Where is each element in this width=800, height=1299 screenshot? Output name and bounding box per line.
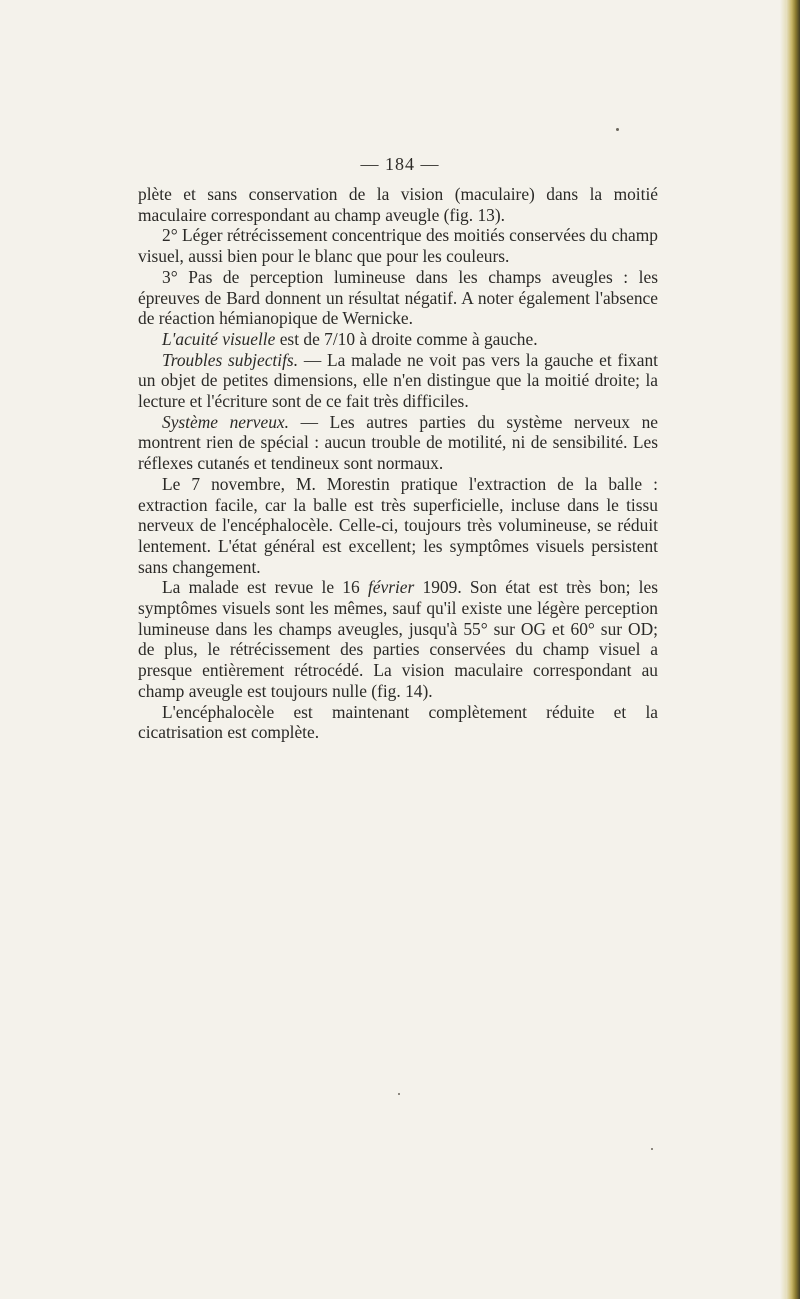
page-edge-shadow	[786, 0, 800, 1299]
paper-speck	[616, 128, 619, 131]
paragraph-8-lead: février	[367, 577, 415, 598]
paragraph-9	[138, 702, 658, 743]
paragraph-4	[138, 329, 658, 350]
paragraph-3	[138, 267, 658, 329]
paragraph-6-text: — Les autres parties du système nerveux ne montrent rien de spécial : aucun trouble de motilité, ni de sensibilité. Les réflexes cutanés et tendineux sont normaux.	[138, 411, 658, 474]
paragraph-4-text: est de 7/10 à droite comme à gauche.	[275, 328, 538, 349]
paragraph-6	[138, 412, 658, 474]
paragraph-5-text: — La malade ne voit pas vers la gauche et fixant un objet de petites dimensions, elle n'en distingue que la moitié droite; la lecture et l'écriture sont de ce fait très difficiles.	[138, 349, 658, 412]
paragraph-6-lead: Système nerveux.	[162, 411, 289, 432]
paragraph-1	[138, 184, 658, 225]
paragraph-8	[138, 577, 658, 701]
paragraph-7	[138, 474, 658, 578]
paragraph-9-text: L'encéphalocèle est maintenant complètement réduite et la cicatrisation est complète.	[138, 701, 658, 743]
paragraph-7-text: Le 7 novembre, M. Morestin pratique l'extraction de la balle : extraction facile, car la balle est très superficielle, incluse dans le tissu nerveux de l'encéphalocèle. Celle-ci, toujours très volumineuse, se réduit lentement. L'état général est excellent; les symptômes visuels persistent sans changement.	[138, 473, 658, 577]
paragraph-5-lead: Troubles subjectifs.	[162, 349, 299, 370]
paragraph-2	[138, 225, 658, 266]
paragraph-8-text: 1909. Son état est très bon; les symptômes visuels sont les mêmes, sauf qu'il existe une légère perception lumineuse dans les champs aveugles, jusqu'à 55° sur OG et 60° sur OD; de plus, le rétrécissement des parties conservées du champ visuel a presque entièrement rétrocédé. La vision maculaire correspondant au champ aveugle est toujours nulle (fig. 14).	[138, 577, 658, 701]
paragraph-1-text: plète et sans conservation de la vision (maculaire) dans la moitié maculaire correspondant au champ aveugle (fig. 13).	[138, 184, 658, 225]
paragraph-4-lead: L'acuité visuelle	[162, 328, 276, 349]
paragraph-5	[138, 350, 658, 412]
paper-speck	[398, 1093, 400, 1095]
paragraph-8-before: La malade est revue le 16	[162, 577, 368, 598]
page-number: — 184 —	[360, 154, 440, 174]
paragraph-3-text: 3° Pas de perception lumineuse dans les champs aveugles : les épreuves de Bard donnent un résultat négatif. A noter également l'absence de réaction hémianopique de Wernicke.	[138, 266, 658, 329]
paper-speck	[651, 1148, 653, 1150]
paragraph-2-text: 2° Léger rétrécissement concentrique des moitiés conservées du champ visuel, aussi bien pour le blanc que pour les couleurs.	[138, 225, 658, 267]
body-text	[138, 184, 658, 743]
